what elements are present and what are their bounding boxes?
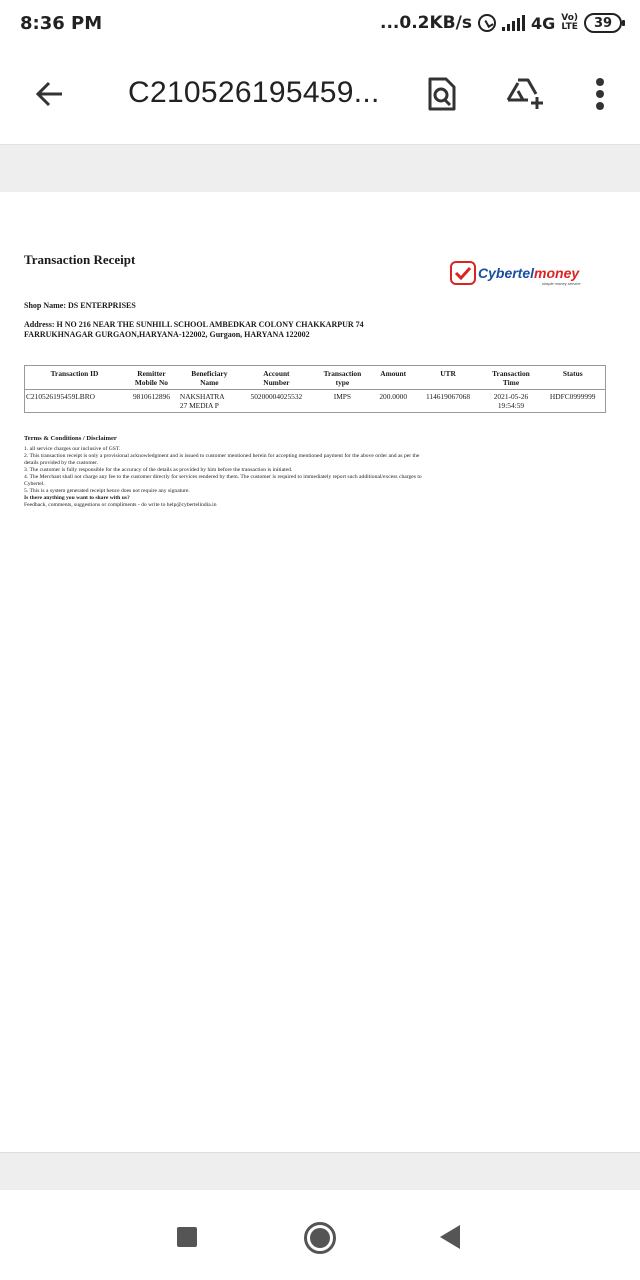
cell-remitter-mobile: 9810612896 [132,392,170,401]
transaction-table [24,365,606,413]
back-button[interactable] [30,74,70,114]
add-to-drive-button[interactable] [506,74,546,114]
col-beneficiary-name: Beneficiary Name [191,369,228,387]
search-document-button[interactable] [422,74,462,114]
cell-status: HDFC0999999 [549,392,596,401]
viewer-background-bottom [0,1152,640,1190]
terms-item: 5. This is a system generated receipt hence does not require any signature. [24,488,190,494]
add-to-drive-icon [506,77,546,111]
share-question: Is there anything you want to share with us? [24,495,130,501]
terms-item: 1. all service charges our inclusive of GST. [24,446,121,452]
more-vert-icon [594,76,606,112]
search-document-icon [426,76,458,112]
back-triangle-icon[interactable] [440,1225,460,1249]
signal-strength-icon [502,15,525,31]
status-bar [0,0,640,46]
col-account-number: Account Number [263,369,290,387]
terms-item: details provided by the customer. [24,460,99,466]
volte-bottom: LTE [561,22,578,32]
status-indicators [380,13,622,33]
terms-item: 3. The customer is fully responsible for the accuracy of the details as provided by him before the transaction is initiated. [24,467,293,473]
battery-icon [584,13,622,33]
document-page[interactable] [0,192,640,1152]
col-amount: Amount [380,369,407,378]
volte-icon [561,14,578,32]
cell-utr: 114619067068 [425,392,471,401]
checkmark-icon [450,261,476,285]
cell-beneficiary-name: NAKSHATRA 27 MEDIA P [179,392,225,410]
cell-transaction-id: C210526195459LBRO [26,392,95,401]
back-arrow-icon [34,78,66,110]
col-remitter-mobile: Remitter Mobile No [134,369,168,387]
cell-amount: 200.0000 [379,392,408,401]
terms-item: 4. The Merchant shall not charge any fee to the customer directly for services rendered by them. The customer is required to immediately report such additional/excess charges to [24,474,422,480]
app-bar [0,46,640,144]
network-speed: ...0.2KB/s [380,13,472,33]
col-transaction-time: Transaction Time [492,369,530,387]
logo-tagline: simple money service [542,281,581,286]
document-title: C210526195459... [128,76,380,109]
status-time: 8:36 PM [20,12,103,34]
shop-address [24,320,444,340]
terms-title: Terms & Conditions / Disclaimer [24,435,117,442]
terms-item: 2. This transaction receipt is only a provisional acknowledgment and is issued to customer mentioned herein for accepting mentioned payment for the above order and as per the [24,453,420,459]
table-header-row [25,366,606,390]
col-status: Status [562,369,583,378]
address-line-1: Address: H NO 216 NEAR THE SUNHILL SCHOOL AMBEDKAR COLONY CHAKKARPUR 74 [24,320,364,329]
address-line-2: FARRUKHNAGAR GURGAON,HARYANA-122002, Gurgaon, HARYANA 122002 [24,330,310,339]
cell-transaction-type: IMPS [333,392,352,401]
cell-transaction-time: 2021-05-26 19:54:59 [493,392,529,410]
col-transaction-type: Transaction type [323,369,362,387]
logo-text: Cybertelmoney [478,265,580,281]
feedback-line: Feedback, comments, suggestions or compliments - do write to help@cybertelindia.in [24,502,217,508]
terms-item: Cybertel. [24,481,45,487]
shop-name: Shop Name: DS ENTERPRISES [24,301,136,310]
receipt-heading: Transaction Receipt [24,252,136,267]
table-row [25,390,606,413]
recents-square-icon[interactable] [177,1227,197,1247]
alarm-icon [478,14,496,32]
more-options-button[interactable] [580,74,620,114]
volte-top: Vo) [561,13,578,23]
navigation-bar [0,1190,640,1280]
battery-level: 39 [593,15,613,31]
viewer-background [0,144,640,192]
terms-list [24,446,610,509]
network-type: 4G [530,13,556,33]
col-transaction-id: Transaction ID [50,369,99,378]
home-circle-icon[interactable] [304,1222,336,1254]
cell-account-number: 50200004025532 [250,392,303,401]
cybertel-logo [450,258,600,288]
col-utr: UTR [440,369,456,378]
